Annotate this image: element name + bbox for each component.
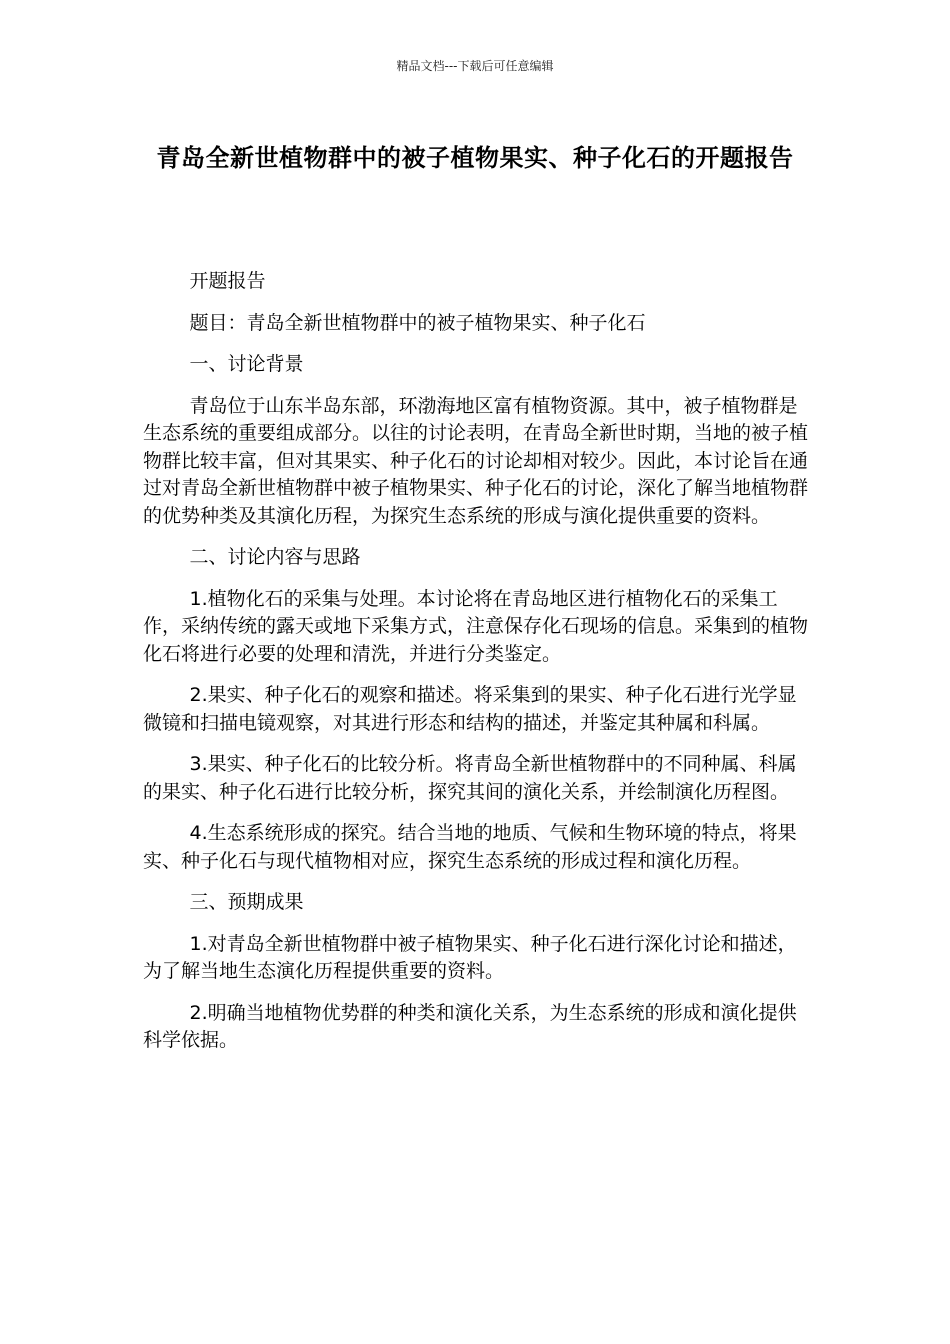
paragraph-outcome-2: 2.明确当地植物优势群的种类和演化关系，为生态系统的形成和演化提供科学依据。 [143, 1001, 797, 1051]
paragraph-report-label: 开题报告 [189, 270, 266, 292]
paragraph-item-1: 1.植物化石的采集与处理。本讨论将在青岛地区进行植物化石的采集工作，采纳传统的露天或地下采集方式，注意保存化石现场的信息。采集到的植物化石将进行必要的处理和清洗，并进行分类鉴定。 [143, 587, 809, 665]
section-heading-background: 一、讨论背景 [189, 353, 304, 375]
document-title: 青岛全新世植物群中的被子植物果实、种子化石的开题报告 [156, 144, 794, 172]
document-body [143, 268, 808, 1069]
header-note: 精品文档---下载后可任意编辑 [396, 59, 554, 73]
paragraph-background: 青岛位于山东半岛东部，环渤海地区富有植物资源。其中，被子植物群是生态系统的重要组成部分。以往的讨论表明，在青岛全新世时期，当地的被子植物群比较丰富，但对其果实、种子化石的讨论却相对较少。因此，本讨论旨在通过对青岛全新世植物群中被子植物果实、种子化石的讨论，深化了解当地植物群的优势种类及其演化历程，为探究生态系统的形成与演化提供重要的资料。 [143, 394, 809, 527]
paragraph-item-4: 4.生态系统形成的探究。结合当地的地质、气候和生物环境的特点，将果实、种子化石与现代植物相对应，探究生态系统的形成过程和演化历程。 [143, 822, 797, 872]
section-heading-content: 二、讨论内容与思路 [189, 546, 361, 568]
paragraph-topic: 题目：青岛全新世植物群中的被子植物果实、种子化石 [189, 311, 646, 334]
paragraph-item-3: 3.果实、种子化石的比较分析。将青岛全新世植物群中的不同种属、科属的果实、种子化石进行比较分析，探究其间的演化关系，并绘制演化历程图。 [143, 753, 797, 803]
section-heading-outcomes: 三、预期成果 [189, 891, 304, 913]
paragraph-outcome-1: 1.对青岛全新世植物群中被子植物果实、种子化石进行深化讨论和描述，为了解当地生态演化历程提供重要的资料。 [143, 932, 797, 982]
paragraph-item-2: 2.果实、种子化石的观察和描述。将采集到的果实、种子化石进行光学显微镜和扫描电镜观察，对其进行形态和结构的描述，并鉴定其种属和科属。 [143, 684, 797, 734]
